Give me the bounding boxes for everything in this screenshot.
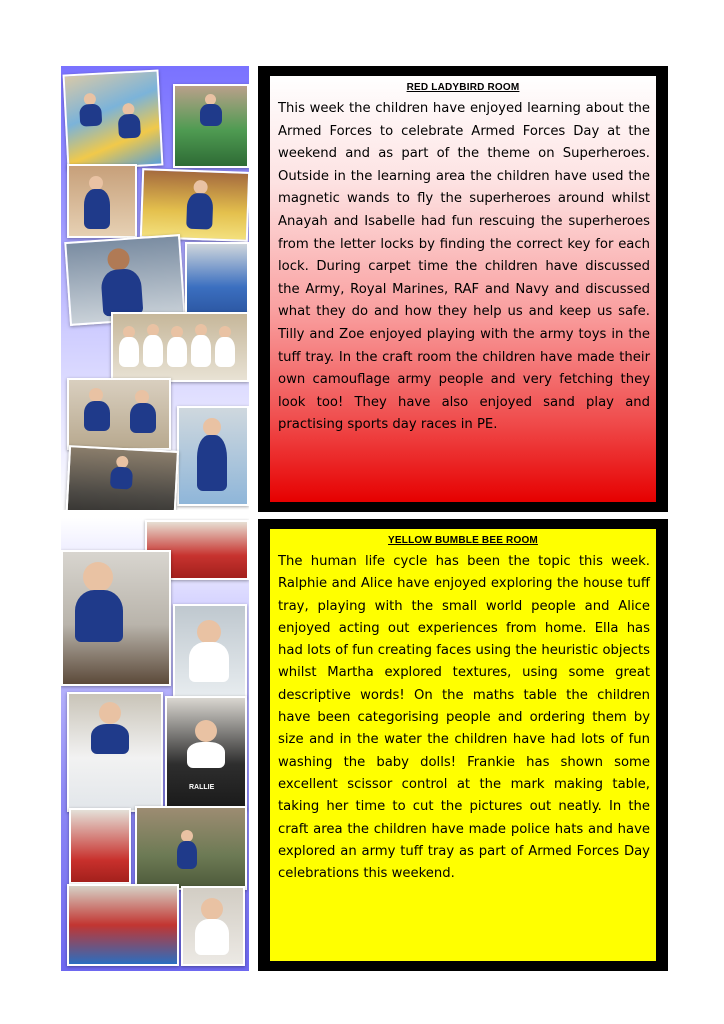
yellow-room-title: YELLOW BUMBLE BEE ROOM [388, 535, 538, 546]
photo-girl-sand-play [177, 406, 249, 506]
photo-girl-smiling [181, 886, 245, 966]
photo-carpet-letters [63, 70, 164, 171]
red-room-photo-collage [61, 66, 249, 510]
photo-water-play [67, 884, 179, 966]
photo-tuff-tray [185, 242, 249, 318]
photo-boy-in-toy-car [165, 696, 247, 810]
yellow-room-photo-collage [61, 518, 249, 971]
photo-boy-heuristic-objects [61, 550, 171, 686]
yellow-panel-content [270, 529, 656, 961]
red-room-title: RED LADYBIRD ROOM [406, 82, 520, 93]
photo-camouflage-craft [67, 378, 171, 450]
photo-police-hats [135, 806, 247, 890]
photo-lego-table [173, 84, 249, 168]
photo-girl-cutting [69, 808, 131, 884]
red-panel-content [270, 76, 656, 502]
yellow-bumble-bee-room-panel [258, 519, 668, 971]
red-ladybird-room-panel [258, 66, 668, 512]
photo-boy-superhero [67, 164, 137, 238]
red-room-body: This week the children have enjoyed learning about the Armed Forces to celebrate Armed Forces Day at the weekend and as part of the theme on Superheroes. Outside in the learning area the children have used the magnetic wands to fly the superheroes around whilst Anayah and Isabelle had fun rescuing the superheroes from the letter locks by finding the correct key for each lock. During carpet time the children have discussed the Army, Royal Marines, RAF and Navy and discussed what they do and how they help us and keep us safe. Tilly and Zoe enjoyed playing with the army toys in the tuff tray. In the craft room the children have made their own camouflage army people and very fetching they look too! They have also enjoyed sand play and practising sports day races in PE. [278, 101, 650, 433]
photo-letter-locks [140, 168, 249, 242]
yellow-room-body: The human life cycle has been the topic this week. Ralphie and Alice have enjoyed exploring the house tuff tray, playing with the small world people and Alice enjoyed acting out experiences from home. Ella has had lots of fun creating faces using the heuristic objects whilst Martha explored textures, using some great descriptive words! On the maths table the children have been categorising people and ordering them by size and in the water the children have had lots of fun washing the baby dolls! Frankie has shown some excellent scissor control at the mark making table, taking her time to cut the pictures out neatly. In the craft area the children have made police hats and have explored an army tuff tray as part of Armed Forces Day celebrations this weekend. [278, 554, 650, 882]
car-number-plate: RALLIE [189, 784, 215, 791]
photo-girl-with-worksheet [67, 692, 163, 812]
photo-girl-sticker-face [173, 604, 247, 698]
photo-army-tuff-tray [65, 445, 179, 510]
photo-group-children [111, 312, 249, 382]
